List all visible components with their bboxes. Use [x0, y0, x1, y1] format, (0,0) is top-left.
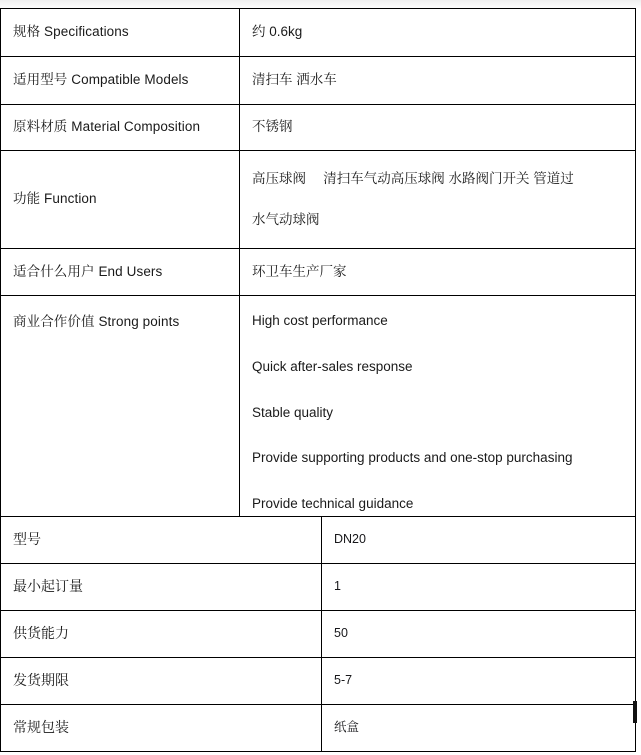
order-label-packaging: 常规包装 [1, 705, 322, 752]
order-label-min-order-qty: 最小起订量 [1, 564, 322, 611]
spec-value-material-composition: 不锈钢 [240, 105, 636, 151]
table-row [1, 705, 636, 752]
spec-label-specifications: 规格 Specifications [1, 9, 240, 57]
top-gradient-strip [0, 0, 641, 8]
function-line: 水气动球阀 [252, 211, 320, 227]
function-line: 高压球阀 清扫车气动高压球阀 水路阀门开关 管道过 [252, 170, 574, 186]
order-label-supply-capacity: 供货能力 [1, 611, 322, 658]
specifications-table [0, 8, 636, 531]
spec-value-end-users: 环卫车生产厂家 [240, 249, 636, 296]
order-value-delivery-time: 5-7 [322, 658, 636, 705]
table-row [1, 9, 636, 57]
list-item: Quick after-sales response [252, 358, 413, 374]
table-row [1, 517, 636, 564]
spec-label-strong-points: 商业合作价值 Strong points [1, 296, 240, 531]
table-row [1, 611, 636, 658]
table-row [1, 249, 636, 296]
order-label-model: 型号 [1, 517, 322, 564]
spec-label-compatible-models: 适用型号 Compatible Models [1, 57, 240, 105]
order-value-packaging: 纸盒 [322, 705, 636, 752]
spec-label-end-users: 适合什么用户 End Users [1, 249, 240, 296]
list-item: Provide technical guidance [252, 496, 414, 512]
strong-points-list [252, 311, 623, 516]
list-item: Stable quality [252, 404, 334, 420]
list-item: Provide supporting products and one-stop purchasing [252, 450, 573, 466]
spec-label-function: 功能 Function [1, 151, 240, 249]
order-label-delivery-time: 发货期限 [1, 658, 322, 705]
right-edge-marker [633, 701, 637, 723]
table-row [1, 151, 636, 249]
table-row [1, 564, 636, 611]
spec-label-material-composition: 原料材质 Material Composition [1, 105, 240, 151]
table-row [1, 296, 636, 531]
table-row [1, 105, 636, 151]
spec-value-specifications: 约 0.6kg [240, 9, 636, 57]
order-value-min-order-qty: 1 [322, 564, 636, 611]
list-item: High cost performance [252, 312, 388, 328]
order-information-table [0, 516, 636, 752]
spec-value-function [240, 151, 636, 249]
table-row [1, 57, 636, 105]
function-line-stack [252, 169, 623, 231]
spec-value-strong-points [240, 296, 636, 531]
table-row [1, 658, 636, 705]
order-value-model: DN20 [322, 517, 636, 564]
spec-value-compatible-models: 清扫车 洒水车 [240, 57, 636, 105]
order-value-supply-capacity: 50 [322, 611, 636, 658]
